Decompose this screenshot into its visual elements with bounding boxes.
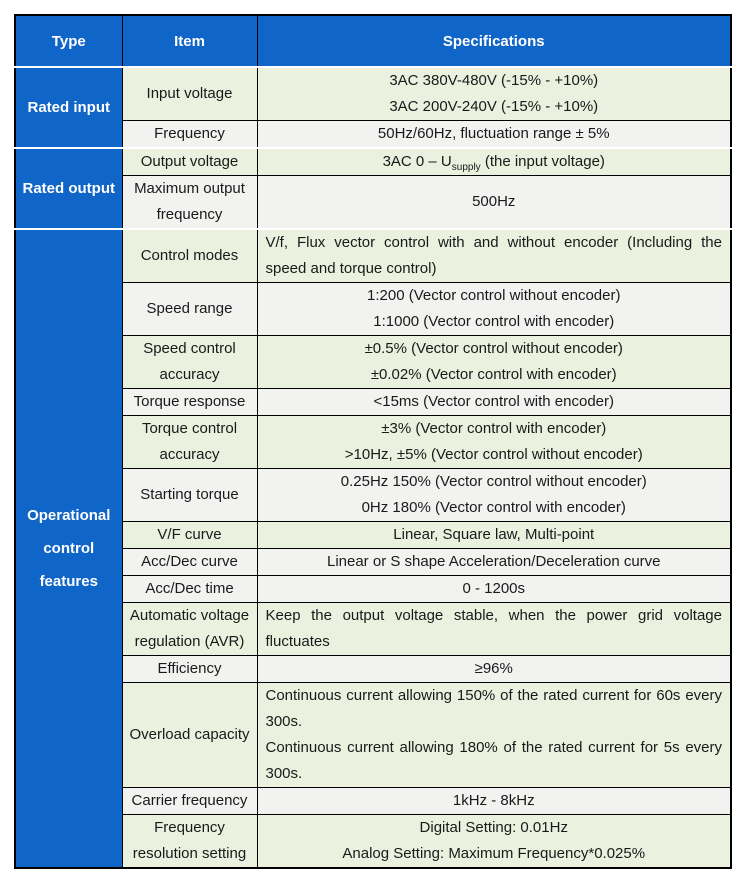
specifications-table [14, 14, 732, 869]
spec-line: ≥96% [474, 660, 513, 677]
spec-cell [257, 522, 731, 549]
spec-line: Continuous current allowing 180% of the rated current for 5s every 300s. [265, 739, 722, 782]
spec-line: 500Hz [472, 193, 516, 210]
spec-subscript: supply [451, 162, 481, 173]
spec-cell [257, 549, 731, 576]
table-row [15, 656, 731, 683]
spec-text: 3AC 0 – U [382, 153, 452, 170]
spec-cell [257, 656, 731, 683]
item-cell: Speed range [122, 283, 257, 336]
header-item: Item [122, 15, 257, 67]
table-row [15, 283, 731, 336]
spec-cell [257, 815, 731, 869]
item-cell: Overload capacity [122, 683, 257, 788]
spec-cell [257, 336, 731, 389]
spec-line: Linear, Square law, Multi-point [393, 526, 595, 543]
spec-line: ±0.02% (Vector control with encoder) [370, 366, 617, 383]
table-row [15, 336, 731, 389]
item-cell: Output voltage [122, 148, 257, 176]
table-row [15, 469, 731, 522]
spec-cell [257, 683, 731, 788]
item-cell: Automatic voltage regulation (AVR) [122, 603, 257, 656]
spec-line: 1kHz - 8kHz [452, 792, 535, 809]
spec-line: <15ms (Vector control with encoder) [373, 393, 615, 410]
item-cell: Acc/Dec curve [122, 549, 257, 576]
table-row [15, 788, 731, 815]
item-cell: Frequency resolution setting [122, 815, 257, 869]
item-cell: Acc/Dec time [122, 576, 257, 603]
table-row [15, 549, 731, 576]
spec-cell [257, 67, 731, 121]
item-cell: Input voltage [122, 67, 257, 121]
table-row [15, 683, 731, 788]
spec-line: V/f, Flux vector control with and without encoder (Including the speed and torque control) [265, 234, 722, 277]
header-type: Type [15, 15, 122, 67]
spec-line: Analog Setting: Maximum Frequency*0.025% [342, 845, 646, 862]
spec-line: 1:200 (Vector control without encoder) [367, 287, 621, 304]
spec-cell [257, 283, 731, 336]
spec-line: 50Hz/60Hz, fluctuation range ± 5% [377, 125, 610, 142]
header-specifications: Specifications [257, 15, 731, 67]
spec-cell [257, 176, 731, 230]
item-cell: V/F curve [122, 522, 257, 549]
item-cell: Frequency [122, 121, 257, 149]
item-cell: Starting torque [122, 469, 257, 522]
spec-cell [257, 576, 731, 603]
spec-line: 0Hz 180% (Vector control with encoder) [361, 499, 626, 516]
spec-line: 0 - 1200s [462, 580, 526, 597]
table-row [15, 576, 731, 603]
table-row [15, 148, 731, 176]
table-row [15, 815, 731, 869]
spec-cell [257, 416, 731, 469]
spec-cell [257, 389, 731, 416]
spec-cell [257, 121, 731, 149]
spec-cell [257, 148, 731, 176]
spec-line: ±3% (Vector control with encoder) [381, 420, 607, 437]
spec-text: (the input voltage) [480, 153, 605, 170]
item-cell: Control modes [122, 229, 257, 283]
section-label-rated-output: Rated output [15, 148, 122, 229]
item-cell: Maximum output frequency [122, 176, 257, 230]
table-row [15, 603, 731, 656]
spec-cell [257, 788, 731, 815]
spec-line [266, 149, 723, 175]
spec-line: ±0.5% (Vector control without encoder) [364, 340, 623, 357]
item-cell: Efficiency [122, 656, 257, 683]
spec-line: Keep the output voltage stable, when the power grid voltage fluctuates [265, 607, 722, 650]
table-header [15, 15, 731, 67]
table-row [15, 121, 731, 149]
table-row [15, 522, 731, 549]
table-row [15, 229, 731, 283]
table-row [15, 389, 731, 416]
spec-line: Continuous current allowing 150% of the rated current for 60s every 300s. [265, 687, 722, 730]
spec-line: 3AC 200V-240V (-15% - +10%) [389, 98, 599, 115]
item-cell: Carrier frequency [122, 788, 257, 815]
section-label-rated-input: Rated input [15, 67, 122, 148]
spec-cell [257, 229, 731, 283]
table-row [15, 416, 731, 469]
table-row [15, 176, 731, 230]
spec-line: Linear or S shape Acceleration/Deceleration curve [326, 553, 661, 570]
section-label-operational-control-features: Operational control features [15, 229, 122, 868]
spec-cell [257, 469, 731, 522]
item-cell: Torque control accuracy [122, 416, 257, 469]
spec-line: 1:1000 (Vector control with encoder) [373, 313, 615, 330]
table-row [15, 67, 731, 121]
item-cell: Torque response [122, 389, 257, 416]
spec-line: 3AC 380V-480V (-15% - +10%) [389, 72, 599, 89]
spec-line: Digital Setting: 0.01Hz [419, 819, 568, 836]
spec-line: >10Hz, ±5% (Vector control without encoder) [344, 446, 643, 463]
item-cell: Speed control accuracy [122, 336, 257, 389]
spec-cell [257, 603, 731, 656]
spec-line: 0.25Hz 150% (Vector control without encoder) [340, 473, 647, 490]
